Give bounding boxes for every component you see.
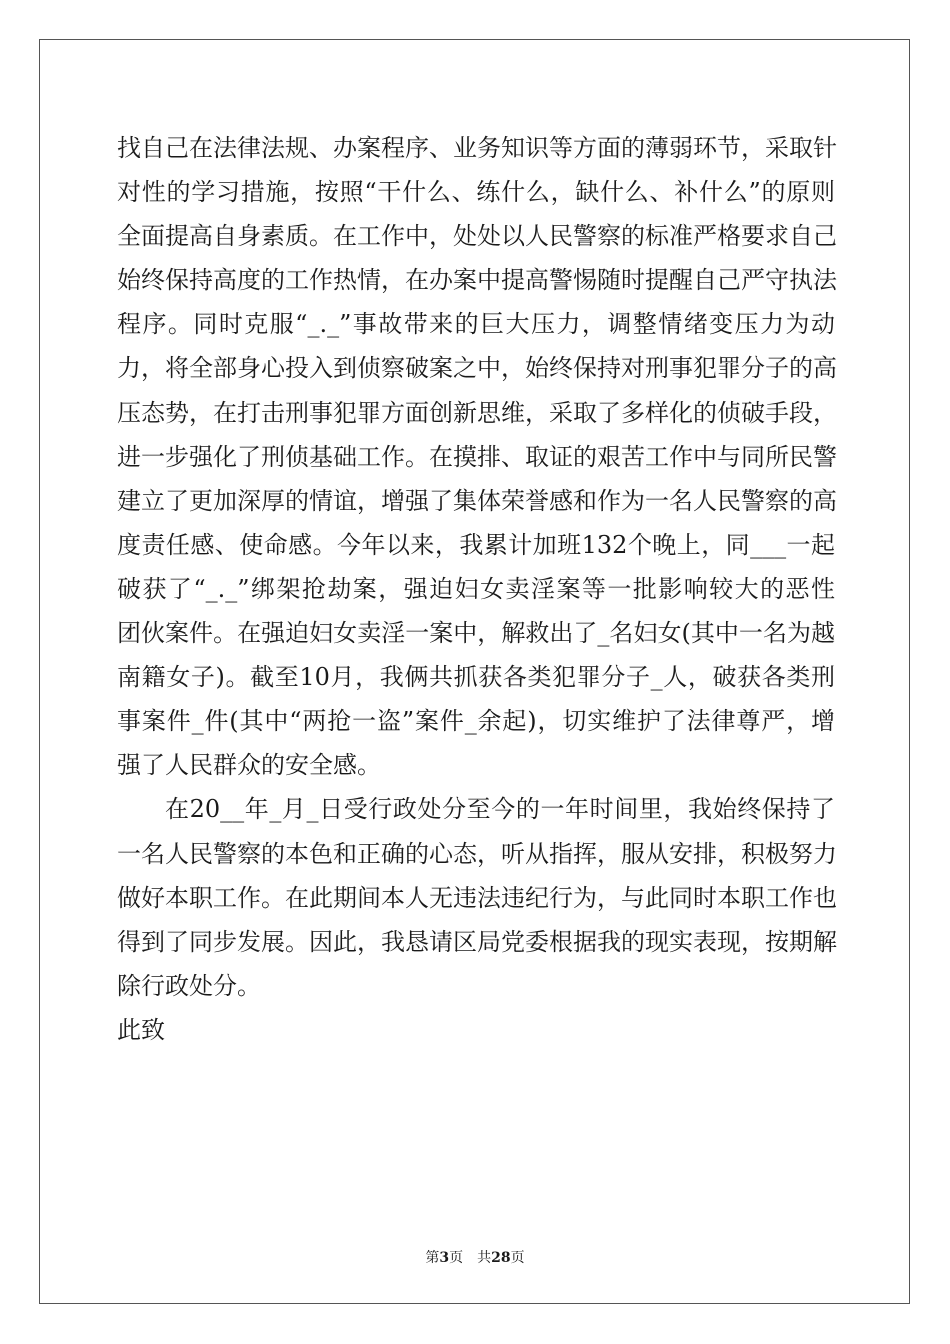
page-prefix: 第 [425,1250,440,1266]
paragraph-2 [117,787,835,1007]
text-line: 得到了同步发展。因此，我恳请区局党委根据我的现实表现，按期解 [117,927,837,956]
text-line: 强了人民群众的安全感。 [117,751,381,780]
text-line: 找自己在法律法规、办案程序、业务知识等方面的薄弱环节，采取针 [117,134,837,162]
text-line: 做好本职工作。在此期间本人无违法违纪行为，与此同时本职工作也 [117,883,837,912]
text-line: 程序。同时克服“_._”事故带来的巨大压力，调整情绪变压力为动 [117,310,835,339]
document-body [117,126,835,1052]
text-line: 建立了更加深厚的情谊，增强了集体荣誉感和作为一名人民警察的高 [117,486,837,515]
text-line: 南籍女子)。截至10月，我俩共抓获各类犯罪分子_人，破获各类刑 [117,663,835,692]
page-mid-text: 页 共 [449,1250,492,1266]
text-line: 进一步强化了刑侦基础工作。在摸排、取证的艰苦工作中与同所民警 [117,442,837,471]
text-line: 除行政处分。 [117,971,261,1000]
text-line: 全面提高自身素质。在工作中，处处以人民警察的标准严格要求自己 [117,222,837,251]
text-line: 力，将全部身心投入到侦察破案之中，始终保持对刑事犯罪分子的高 [117,354,837,383]
text-line: 始终保持高度的工作热情，在办案中提高警惕随时提醒自己严守执法 [117,266,837,295]
current-page-number: 3 [439,1250,450,1266]
text-line: 压态势，在打击刑事犯罪方面创新思维，采取了多样化的侦破手段， [117,398,837,427]
text-line: 一名人民警察的本色和正确的心态，听从指挥，服从安排，积极努力 [117,839,837,868]
text-line: 在20__年_月_日受行政处分至今的一年时间里，我始终保持了 [165,795,835,824]
total-page-count: 28 [491,1250,511,1266]
text-line: 团伙案件。在强迫妇女卖淫一案中，解救出了_名妇女(其中一名为越 [117,619,835,648]
paragraph-1 [117,126,835,787]
text-line: 事案件_件(其中“两抢一盗”案件_余起)，切实维护了法律尊严，增 [117,707,835,736]
page-number-footer [0,1247,950,1267]
text-line: 对性的学习措施，按照“干什么、练什么，缺什么、补什么”的原则 [117,178,835,207]
text-line: 度责任感、使命感。今年以来，我累计加班132个晚上，同___一起 [117,530,835,559]
closing-salutation: 此致 [117,1015,165,1044]
page-suffix: 页 [510,1250,525,1266]
text-line: 破获了“_._”绑架抢劫案，强迫妇女卖淫案等一批影响较大的恶性 [117,574,835,603]
